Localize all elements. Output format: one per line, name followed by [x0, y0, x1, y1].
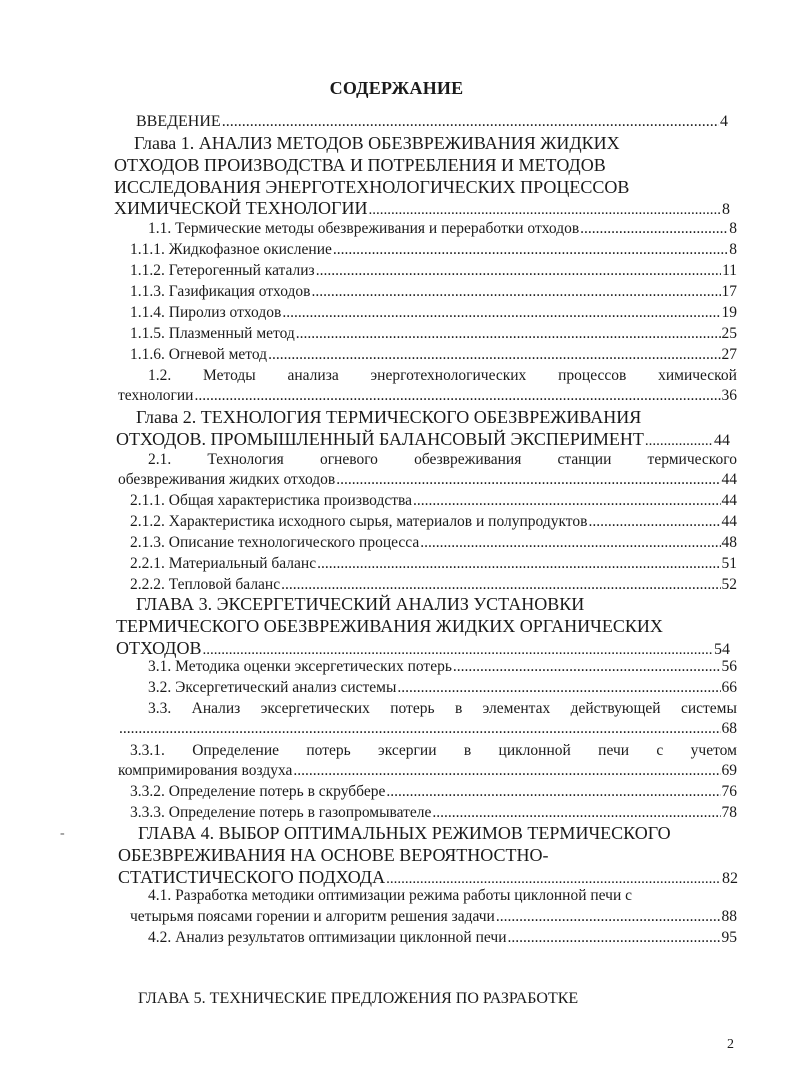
leader-dots [420, 533, 720, 553]
toc-word: термического [647, 451, 737, 468]
toc-page-number: 44 [721, 513, 737, 530]
leader-dots [317, 554, 720, 574]
toc-word: анализа [287, 367, 339, 384]
toc-entry-text: 1.1.3. Газификация отходов [130, 283, 311, 300]
leader-dots [268, 345, 720, 365]
leader-dots [194, 386, 720, 406]
toc-page-number: 19 [721, 304, 737, 321]
toc-page-number: 48 [721, 534, 737, 551]
toc-entry-text: 1.1. Термические методы обезвреживания и переработки отходов [148, 220, 580, 237]
leader-dots [645, 430, 713, 452]
leader-dots [281, 575, 720, 595]
toc-word: элементах [482, 700, 551, 717]
toc-word: Технология [207, 451, 284, 468]
leader-dots [293, 761, 720, 781]
toc-entry-text: ГЛАВА 3. ЭКСЕРГЕТИЧЕСКИЙ АНАЛИЗ УСТАНОВКИ [136, 594, 585, 614]
toc-word: системы [680, 700, 737, 717]
leader-dots [432, 803, 720, 823]
toc-entry-text: 1.1.2. Гетерогенный катализ [130, 262, 315, 279]
page-title: СОДЕРЖАНИЕ [329, 78, 464, 98]
toc-word: с [656, 742, 664, 759]
toc-page-number: 44 [714, 432, 730, 449]
toc-entry-text: ОТХОДОВ. ПРОМЫШЛЕННЫЙ БАЛАНСОВЫЙ ЭКСПЕРИМЕНТ [116, 429, 644, 449]
toc-page-number: 51 [721, 555, 737, 572]
toc-page-number: 76 [721, 783, 737, 800]
toc-word: 2.1. [148, 451, 172, 468]
toc-word: печи [598, 742, 630, 759]
toc-word: потерь [306, 742, 351, 759]
toc-page-number: 78 [721, 804, 737, 821]
toc-entry-text: 3.1. Методика оценки эксергетических потерь [148, 658, 452, 675]
leader-dots [311, 282, 720, 302]
toc-word: обезвреживания [414, 451, 522, 468]
toc-entry-text: ХИМИЧЕСКОЙ ТЕХНОЛОГИИ [114, 198, 368, 218]
toc-page-number: 44 [721, 471, 737, 488]
toc-page-number: 54 [714, 641, 730, 658]
toc-entry-text: четырьмя поясами горении и алгоритм решения задачи [130, 908, 495, 925]
leader-dots [222, 112, 719, 132]
leader-dots [386, 782, 720, 802]
toc-word: химической [658, 367, 737, 384]
toc-entry-text: 1.1.6. Огневой метод [130, 346, 268, 363]
toc-entry-text: ОБЕЗВРЕЖИВАНИЯ НА ОСНОВЕ ВЕРОЯТНОСТНО- [118, 845, 549, 865]
toc-word: потерь [390, 700, 435, 717]
leader-dots [119, 719, 721, 739]
toc-entry-text: 4.2. Анализ результатов оптимизации циклонной печи [148, 929, 507, 946]
leader-dots [507, 928, 720, 948]
toc-word: станции [557, 451, 612, 468]
leader-dots [368, 199, 721, 221]
toc-word: Анализ [191, 700, 241, 717]
toc-word: эксергии [378, 742, 437, 759]
leader-dots [453, 657, 721, 677]
toc-entry-text: 2.2.1. Материальный баланс [130, 555, 317, 572]
toc-page-number: 95 [721, 929, 737, 946]
toc-entry-text: 2.1.2. Характеристика исходного сырья, материалов и полупродуктов [130, 513, 588, 530]
toc-word: Определение [192, 742, 279, 759]
toc-page-number: 66 [721, 679, 737, 696]
leader-dots [397, 678, 720, 698]
toc-entry-text: ИССЛЕДОВАНИЯ ЭНЕРГОТЕХНОЛОГИЧЕСКИХ ПРОЦЕССОВ [114, 177, 630, 197]
toc-entry-text: 2.2.2. Тепловой баланс [130, 576, 281, 593]
toc-page-number: 52 [721, 576, 737, 593]
toc-entry-text: 3.3.2. Определение потерь в скруббере [130, 783, 386, 800]
toc-page-number: 88 [721, 908, 737, 925]
toc-page-number: 8 [729, 220, 737, 237]
toc-page-number: 36 [721, 387, 737, 404]
toc-entry-text: ТЕРМИЧЕСКОГО ОБЕЗВРЕЖИВАНИЯ ЖИДКИХ ОРГАНИЧЕСКИХ [116, 616, 663, 636]
toc-entry-text: Глава 1. АНАЛИЗ МЕТОДОВ ОБЕЗВРЕЖИВАНИЯ ЖИДКИХ [134, 133, 620, 153]
toc-page-number: 8 [722, 201, 730, 218]
toc-entry-text: обезвреживания жидких отходов [118, 471, 336, 488]
toc-word: 3.3. [148, 700, 172, 717]
toc-entry-text: технологии [118, 387, 194, 404]
toc-word: 1.2. [148, 367, 172, 384]
leader-dots [296, 324, 721, 344]
toc-word: 3.3.1. [130, 742, 165, 759]
toc-page-number: 17 [721, 283, 737, 300]
toc-word: процессов [558, 367, 627, 384]
toc-entry-text: 3.2. Эксергетический анализ системы [148, 679, 397, 696]
toc-word: действующей [570, 700, 661, 717]
toc-word: циклонной [498, 742, 571, 759]
toc-page-number: 11 [722, 262, 737, 279]
toc-entry-text: Глава 2. ТЕХНОЛОГИЯ ТЕРМИЧЕСКОГО ОБЕЗВРЕЖИВАНИЯ [136, 407, 642, 427]
toc-entry-text: ВВЕДЕНИЕ [136, 113, 221, 130]
leader-dots [336, 470, 720, 490]
toc-page-number: 82 [722, 870, 738, 887]
toc-page-number: 56 [721, 658, 737, 675]
toc-entry-text: 3.3.3. Определение потерь в газопромывателе [130, 804, 432, 821]
leader-dots [282, 303, 720, 323]
toc-page-number: 69 [721, 762, 737, 779]
leader-dots [496, 907, 721, 927]
leader-dots [580, 219, 728, 239]
toc-word: огневого [319, 451, 378, 468]
toc-page-number: 25 [721, 325, 737, 342]
toc-page-number: 8 [729, 241, 737, 258]
toc-entry-text: ОТХОДОВ [116, 638, 202, 658]
toc-entry-text: 1.1.5. Плазменный метод [130, 325, 295, 342]
toc-word: Методы [203, 367, 256, 384]
toc-page-number: 68 [721, 720, 737, 737]
toc-entry-text: 1.1.4. Пиролиз отходов [130, 304, 282, 321]
leader-dots [333, 240, 728, 260]
toc-word: эксергетических [260, 700, 370, 717]
toc-page-number: 27 [721, 346, 737, 363]
leader-dots [316, 261, 721, 281]
toc-entry-text: 2.1.3. Описание технологического процесса [130, 534, 420, 551]
toc-entry-text: компримирования воздуха [118, 762, 293, 779]
toc-entry-text: 2.1.1. Общая характеристика производства [130, 492, 412, 509]
toc-page-number: 4 [720, 113, 728, 130]
margin-mark: - [60, 826, 65, 841]
toc-entry-text: СТАТИСТИЧЕСКОГО ПОДХОДА [118, 867, 386, 887]
leader-dots [588, 512, 720, 532]
toc-word: учетом [690, 742, 737, 759]
leader-dots [413, 491, 721, 511]
toc-entry-text: ГЛАВА 4. ВЫБОР ОПТИМАЛЬНЫХ РЕЖИМОВ ТЕРМИЧЕСКОГО [138, 823, 671, 843]
toc-word: в [454, 700, 463, 717]
page-number: 2 [727, 1037, 734, 1052]
toc-entry-text: ОТХОДОВ ПРОИЗВОДСТВА И ПОТРЕБЛЕНИЯ И МЕТОДОВ [114, 155, 606, 175]
toc-word: в [463, 742, 472, 759]
toc-page-number: 44 [721, 492, 737, 509]
toc-entry-text: 1.1.1. Жидкофазное окисление [130, 241, 332, 258]
toc-entry-text: ГЛАВА 5. ТЕХНИЧЕСКИЕ ПРЕДЛОЖЕНИЯ ПО РАЗРАБОТКЕ [138, 990, 579, 1007]
toc-entry-text: 4.1. Разработка методики оптимизации режима работы циклонной печи с [148, 887, 633, 904]
toc-word: энерготехнологических [370, 367, 527, 384]
